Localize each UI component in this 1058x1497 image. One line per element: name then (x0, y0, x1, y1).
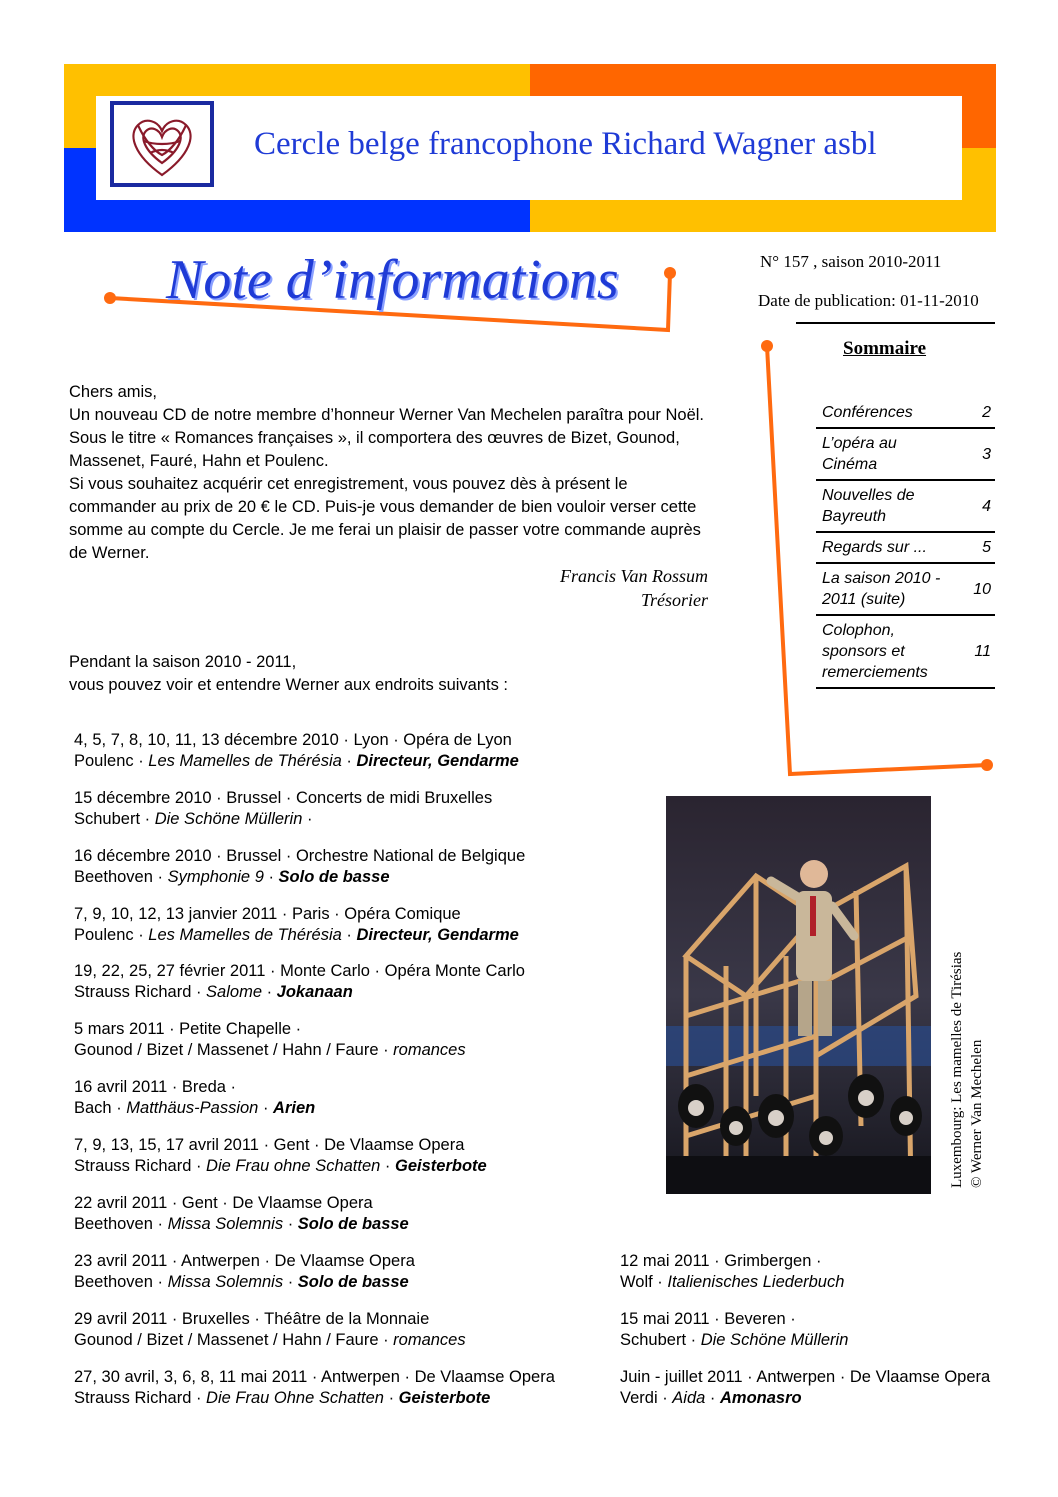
event-composer: Strauss Richard · (74, 1157, 207, 1175)
event-work: Matthäus-Passion (126, 1099, 259, 1117)
event-role: Geisterbote (395, 1157, 487, 1175)
event-item (74, 788, 492, 830)
toc-row[interactable] (816, 615, 995, 688)
toc-page: 11 (958, 615, 995, 688)
event-work: Les Mamelles de Thérésia (148, 926, 342, 944)
event-item (74, 730, 519, 772)
event-separator: · (380, 1157, 395, 1175)
event-role: Arien (273, 1099, 316, 1117)
event-item (74, 961, 525, 1003)
event-date-venue: 16 décembre 2010 · Brussel · Orchestre National de Belgique (74, 847, 526, 865)
toc-label: La saison 2010 - 2011 (suite) (816, 563, 958, 615)
event-work: Missa Solemnis (167, 1215, 284, 1233)
event-composer: Schubert · (74, 810, 155, 828)
event-date-venue: 12 mai 2011 · Grimbergen · (620, 1252, 822, 1270)
event-separator: · (283, 1273, 298, 1291)
event-program (74, 1098, 315, 1119)
event-composer: Beethoven · (74, 868, 168, 886)
event-role: Solo de basse (278, 868, 390, 886)
event-item (74, 1077, 315, 1119)
event-separator: · (263, 868, 279, 886)
event-work: Les Mamelles de Thérésia (148, 752, 342, 770)
event-program (74, 1040, 466, 1061)
event-program (74, 1272, 415, 1293)
signer-role: Trésorier (640, 590, 708, 610)
event-role: Solo de basse (297, 1215, 409, 1233)
event-composer: Beethoven · (74, 1273, 168, 1291)
event-program (620, 1272, 844, 1293)
toc-label: Regards sur ... (816, 532, 958, 563)
event-separator: · (705, 1389, 720, 1407)
event-composer: Bach · (74, 1099, 127, 1117)
event-date-venue: 27, 30 avril, 3, 6, 8, 11 mai 2011 · Antwerpen · De Vlaamse Opera (74, 1368, 555, 1386)
toc-page: 5 (958, 532, 995, 563)
event-work: romances (393, 1331, 466, 1349)
event-composer: Poulenc · (74, 926, 149, 944)
event-item (74, 1309, 466, 1351)
issue-number: N° 157 , saison 2010-2011 (760, 252, 942, 271)
event-work: Symphonie 9 (167, 868, 264, 886)
event-separator: · (258, 1099, 274, 1117)
event-item (74, 1251, 415, 1293)
event-separator: · (341, 752, 357, 770)
event-work: Missa Solemnis (167, 1273, 284, 1291)
event-separator: · (262, 983, 277, 1001)
photo-caption (947, 952, 987, 1188)
toc-row[interactable] (816, 563, 995, 615)
event-date-venue: 7, 9, 10, 12, 13 janvier 2011 · Paris · Opéra Comique (74, 905, 461, 923)
caption-line: Luxembourg: Les mamelles de Tirésias (949, 951, 965, 1188)
signature (460, 564, 708, 612)
event-program (74, 925, 519, 946)
event-item (74, 1135, 487, 1177)
event-role: Solo de basse (297, 1273, 409, 1291)
signer-name: Francis Van Rossum (560, 566, 708, 586)
event-program (620, 1330, 848, 1351)
letter-paragraph: Un nouveau CD de notre membre d’honneur Werner Van Mechelen paraîtra pour Noël. Sous le titre « Romances françaises », il comportera des œuvres de Bizet, Gounod, Massenet, Fauré, Hahn et Poulenc. (69, 406, 704, 470)
event-role: Amonasro (719, 1389, 802, 1407)
event-date-venue: 23 avril 2011 · Antwerpen · De Vlaamse Opera (74, 1252, 415, 1270)
event-composer: Strauss Richard · (74, 1389, 207, 1407)
event-composer: Beethoven · (74, 1215, 168, 1233)
event-item (74, 1193, 409, 1235)
event-role: Directeur, Gendarme (356, 926, 519, 944)
event-separator: · (383, 1389, 399, 1407)
event-separator: · (341, 926, 357, 944)
event-composer: Wolf · (620, 1273, 668, 1291)
stage-scene-illustration (666, 796, 931, 1194)
event-program (74, 751, 519, 772)
season-intro-line: vous pouvez voir et entendre Werner aux endroits suivants : (69, 676, 509, 694)
event-work: Aida (672, 1389, 706, 1407)
event-item (74, 1367, 555, 1409)
event-date-venue: 5 mars 2011 · Petite Chapelle · (74, 1020, 302, 1038)
newsletter-title: Note d’informations (166, 249, 619, 311)
event-date-venue: Juin - juillet 2011 · Antwerpen · De Vlaamse Opera (620, 1368, 991, 1386)
event-composer: Poulenc · (74, 752, 149, 770)
event-item (74, 904, 519, 946)
toc-page: 2 (958, 398, 995, 428)
letter-paragraph: Si vous souhaitez acquérir cet enregistrement, vous pouvez dès à présent le commander au prix de 20 € le CD. Puis-je vous demander de bien vouloir verser cette somme au compte du Cercle. Je me ferai un plaisir de passer votre commande auprès de Werner. (69, 475, 701, 562)
event-separator: · (302, 810, 313, 828)
event-item (74, 1019, 466, 1061)
letter (69, 381, 709, 565)
event-item (74, 846, 525, 888)
table-of-contents (816, 398, 995, 689)
event-date-venue: 16 avril 2011 · Breda · (74, 1078, 237, 1096)
event-date-venue: 7, 9, 13, 15, 17 avril 2011 · Gent · De Vlaamse Opera (74, 1136, 465, 1154)
logo (110, 101, 214, 187)
event-work: Die Frau ohne Schatten (206, 1157, 381, 1175)
sommaire-title: Sommaire (843, 338, 927, 359)
toc-row[interactable] (816, 480, 995, 532)
event-role: Directeur, Gendarme (356, 752, 519, 770)
event-program (74, 809, 492, 830)
event-date-venue: 4, 5, 7, 8, 10, 11, 13 décembre 2010 · Lyon · Opéra de Lyon (74, 731, 512, 749)
event-date-venue: 15 mai 2011 · Beveren · (620, 1310, 796, 1328)
event-program (74, 1214, 409, 1235)
toc-row[interactable] (816, 532, 995, 563)
event-work: Die Schöne Müllerin (154, 810, 303, 828)
org-title: Cercle belge francophone Richard Wagner asbl (254, 126, 877, 162)
event-composer: Gounod / Bizet / Massenet / Hahn / Faure · (74, 1041, 394, 1059)
event-work: Die Schöne Müllerin (700, 1331, 849, 1349)
event-composer: Strauss Richard · (74, 983, 207, 1001)
toc-label: Conférences (816, 398, 958, 428)
performance-photo (666, 796, 931, 1194)
event-program (74, 1388, 555, 1409)
caption-credit: © Werner Van Mechelen (969, 1039, 985, 1188)
event-program (620, 1388, 990, 1409)
event-date-venue: 15 décembre 2010 · Brussel · Concerts de midi Bruxelles (74, 789, 493, 807)
event-program (74, 982, 525, 1003)
toc-label: Nouvelles de Bayreuth (816, 480, 958, 532)
season-intro-line: Pendant la saison 2010 - 2011, (69, 653, 297, 671)
toc-row[interactable] (816, 398, 995, 428)
toc-page: 4 (958, 480, 995, 532)
event-composer: Verdi · (620, 1389, 673, 1407)
event-separator: · (283, 1215, 298, 1233)
event-date-venue: 19, 22, 25, 27 février 2011 · Monte Carlo · Opéra Monte Carlo (74, 962, 525, 980)
event-role: Geisterbote (398, 1389, 491, 1407)
event-composer: Gounod / Bizet / Massenet / Hahn / Faure · (74, 1331, 394, 1349)
event-item (620, 1367, 990, 1409)
event-item (620, 1309, 848, 1351)
event-date-venue: 29 avril 2011 · Bruxelles · Théâtre de la Monnaie (74, 1310, 430, 1328)
toc-row[interactable] (816, 428, 995, 480)
toc-page: 10 (958, 563, 995, 615)
event-role: Jokanaan (276, 983, 353, 1001)
event-work: Salome (206, 983, 262, 1001)
toc-label: L’opéra au Cinéma (816, 428, 958, 480)
event-program (74, 1156, 487, 1177)
season-intro (69, 651, 669, 697)
event-work: romances (393, 1041, 466, 1059)
event-program (74, 1330, 466, 1351)
event-work: Die Frau Ohne Schatten (206, 1389, 384, 1407)
event-date-venue: 22 avril 2011 · Gent · De Vlaamse Opera (74, 1194, 373, 1212)
publication-date: Date de publication: 01-11-2010 (758, 291, 979, 310)
event-composer: Schubert · (620, 1331, 701, 1349)
event-work: Italienisches Liederbuch (667, 1273, 845, 1291)
letter-greeting: Chers amis, (69, 383, 158, 401)
divider (796, 322, 995, 324)
event-program (74, 867, 525, 888)
event-item (620, 1251, 844, 1293)
toc-label: Colophon, sponsors et remerciements (816, 615, 958, 688)
toc-page: 3 (958, 428, 995, 480)
celtic-heart-knot-icon (114, 105, 210, 183)
